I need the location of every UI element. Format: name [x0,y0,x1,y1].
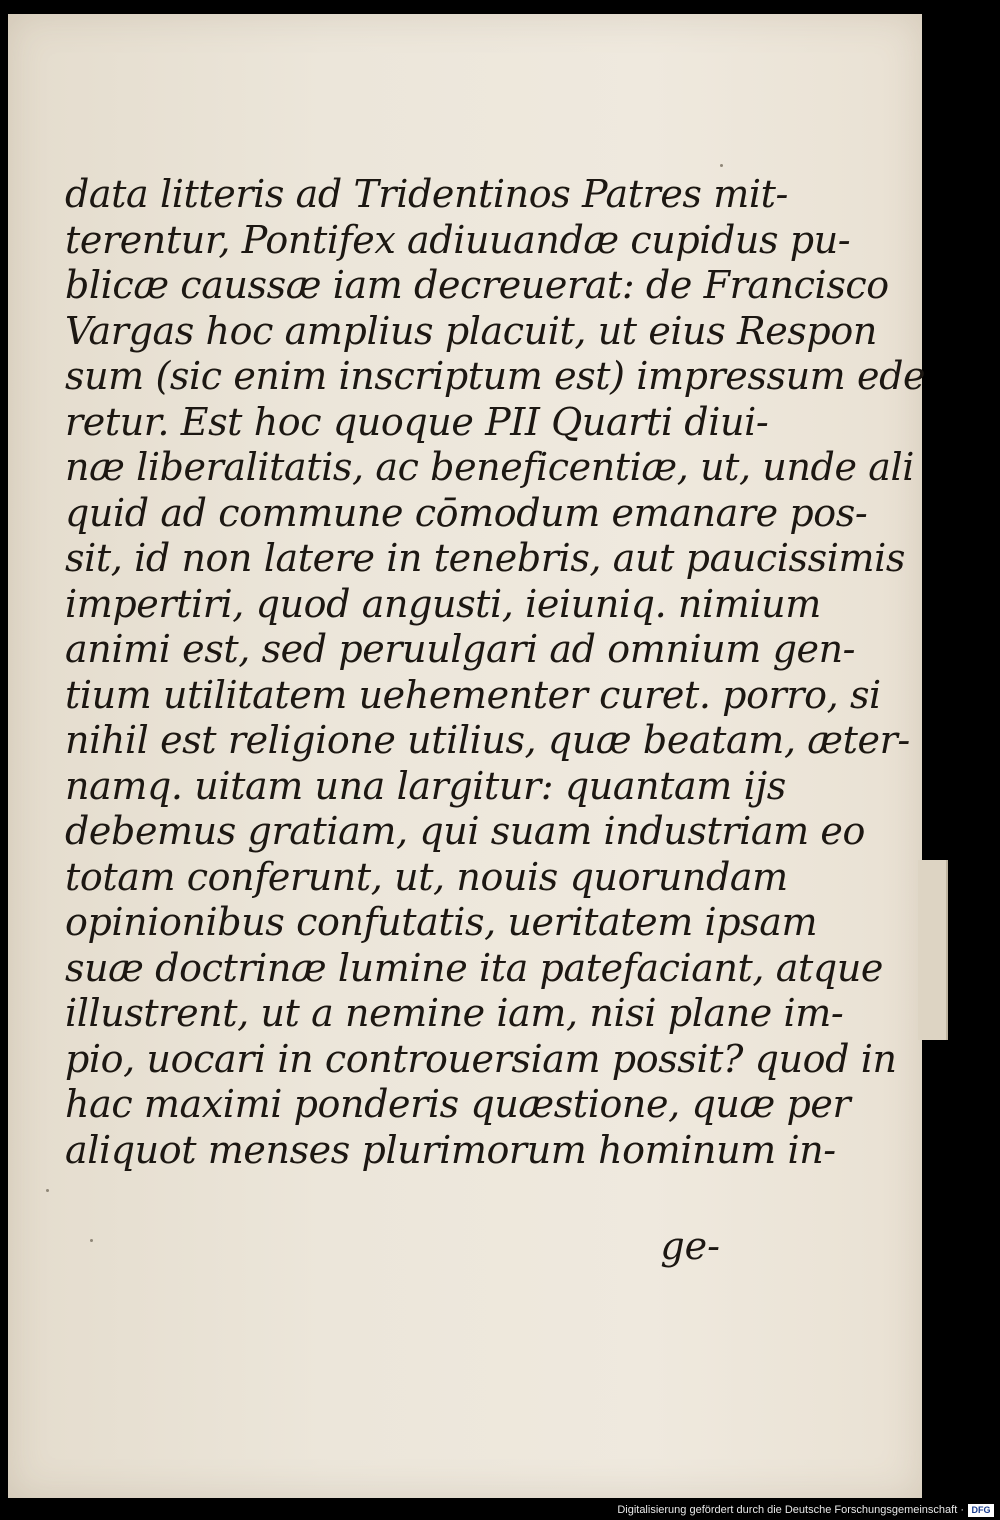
text-line: nihil est religione utilius, quæ beatam, æter- [65,718,910,762]
text-line: illustrent, ut a nemine iam, nisi plane im- [65,991,844,1035]
text-line: blicæ caussæ iam decreuerat: de Francisco [65,263,889,307]
dfg-logo-icon: DFG [968,1504,994,1517]
paper-speck [90,1239,93,1242]
body-text [65,172,926,1173]
paper-speck [46,1189,49,1192]
text-line: quid ad commune cōmodum emanare pos- [65,490,868,535]
funding-credit: Digitalisierung gefördert durch die Deutsche Forschungsgemeinschaft · [617,1504,964,1516]
text-line: data litteris ad Tridentinos Patres mit- [65,172,788,216]
text-line: hac maximi ponderis quæstione, quæ per [65,1082,851,1126]
text-line: totam conferunt, ut, nouis quorundam [65,854,788,899]
text-line: namq. uitam una largitur: quantam ijs [65,763,786,808]
text-line: opinionibus confutatis, ueritatem ipsam [65,900,818,944]
text-line: terentur, Pontifex adiuuandæ cupidus pu- [65,217,851,262]
text-line: suæ doctrinæ lumine ita patefaciant, atque [65,945,883,990]
text-line: debemus gratiam, qui suam industriam eo [65,809,865,853]
footer-bar [0,1502,1000,1520]
text-line: Vargas hoc amplius placuit, ut eius Respon [65,308,877,353]
text-line: næ liberalitatis, ac beneficentiæ, ut, unde ali [65,445,914,489]
paper-speck [720,164,723,167]
text-line: tium utilitatem uehementer curet. porro, si [65,672,881,717]
book-page [8,14,926,1498]
catchword: ge- [660,1224,720,1268]
text-line: sum (sic enim inscriptum est) impressum ede [65,354,926,398]
text-line: aliquot menses plurimorum hominum in- [65,1127,836,1172]
text-line: animi est, sed peruulgari ad omnium gen- [65,627,856,671]
text-line: impertiri, quod angusti, ieiuniq. nimium [65,581,821,626]
text-line: pio, uocari in controuersiam possit? quod in [65,1036,897,1081]
text-line: sit, id non latere in tenebris, aut paucissimis [65,536,905,580]
text-line: retur. Est hoc quoque PII Quarti diui- [65,399,769,444]
page-edge-fold [918,860,948,1040]
